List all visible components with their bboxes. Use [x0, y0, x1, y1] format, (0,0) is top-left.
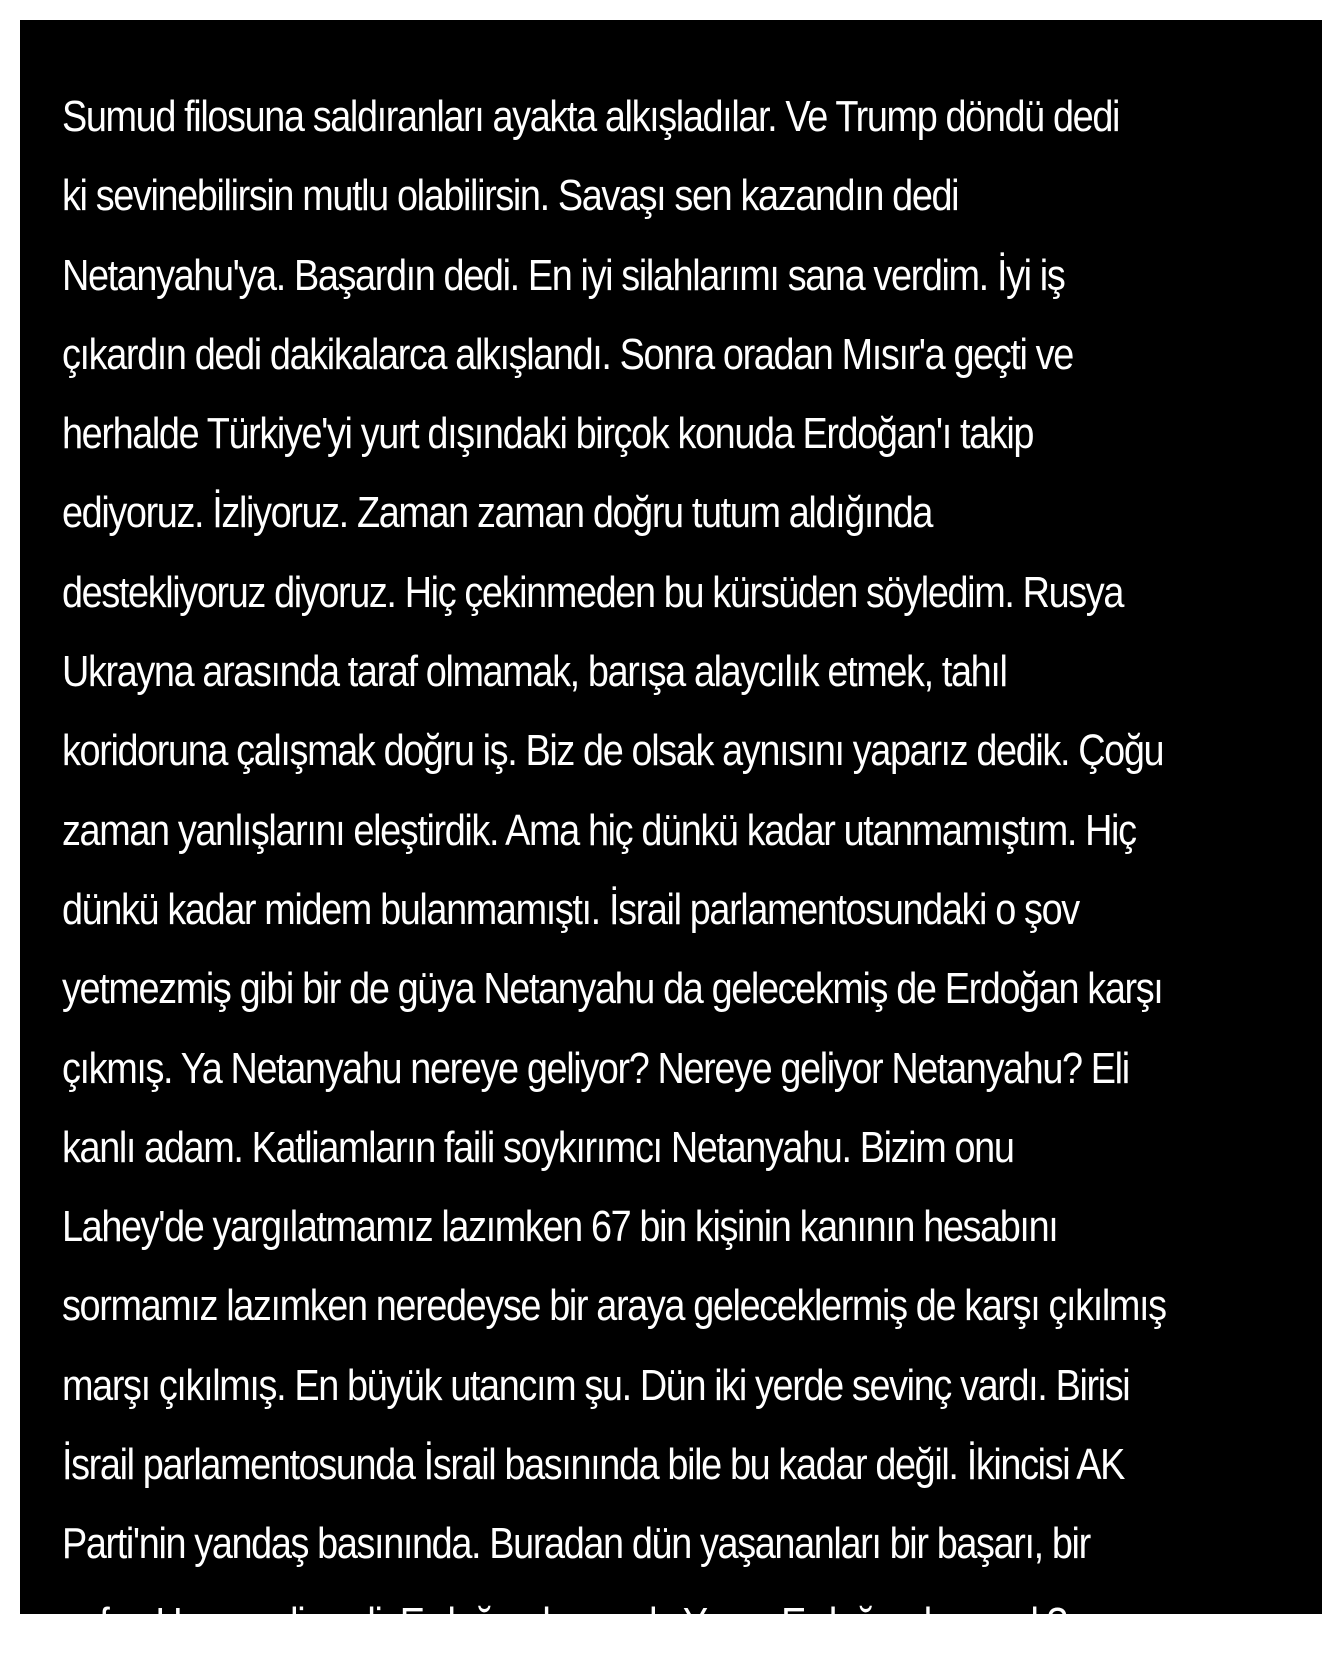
text-line-19: Parti'nin yandaş basınında. Buradan dün yaşananları bir başarı, bir [62, 1519, 1090, 1569]
text-line-3: Netanyahu'ya. Başardın dedi. En iyi silahlarımı sana verdim. İyi iş [62, 250, 1065, 300]
text-line-10: zaman yanlışlarını eleştirdik. Ama hiç dünkü kadar utanmamıştım. Hiç [62, 805, 1136, 855]
text-line-17: marşı çıkılmış. En büyük utancım şu. Dün iki yerde sevinç vardı. Birisi [62, 1360, 1130, 1410]
text-line-13: çıkmış. Ya Netanyahu nereye geliyor? Nereye geliyor Netanyahu? Eli [62, 1043, 1129, 1093]
black-text-panel [20, 20, 1322, 1648]
text-line-18: İsrail parlamentosunda İsrail basınında bile bu kadar değil. İkincisi AK [62, 1440, 1125, 1490]
text-line-8: Ukrayna arasında taraf olmamak, barışa alaycılık etmek, tahıl [62, 647, 1007, 697]
text-line-5: herhalde Türkiye'yi yurt dışındaki birçok konuda Erdoğan'ı takip [62, 409, 1034, 459]
text-line-14: kanlı adam. Katliamların faili soykırımcı Netanyahu. Bizim onu [62, 1122, 1014, 1172]
text-line-7: destekliyoruz diyoruz. Hiç çekinmeden bu kürsüden söyledim. Rusya [62, 567, 1124, 617]
text-line-15: Lahey'de yargılatmamız lazımken 67 bin kişinin kanının hesabını [62, 1202, 1058, 1252]
text-line-11: dünkü kadar midem bulanmamıştı. İsrail parlamentosundaki o şov [62, 884, 1079, 934]
text-line-12: yetmezmiş gibi bir de güya Netanyahu da gelecekmiş de Erdoğan karşı [62, 964, 1163, 1014]
text-line-6: ediyoruz. İzliyoruz. Zaman zaman doğru tutum aldığında [62, 488, 933, 538]
text-line-2: ki sevinebilirsin mutlu olabilirsin. Savaşı sen kazandın dedi [62, 171, 959, 221]
text-line-4: çıkardın dedi dakikalarca alkışlandı. Sonra oradan Mısır'a geçti ve [62, 329, 1073, 379]
text-line-1: Sumud filosuna saldıranları ayakta alkışladılar. Ve Trump döndü dedi [62, 92, 1120, 141]
quote-text-block [62, 77, 1302, 1663]
text-line-9: koridoruna çalışmak doğru iş. Biz de olsak aynısını yaparız dedik. Çoğu [62, 726, 1164, 776]
text-line-16: sormamız lazımken neredeyse bir araya geleceklermiş de karşı çıkılmış [62, 1281, 1166, 1331]
text-line-20: zafer, Hamas direndi, Erdoğan kazandı. Ya ne Erdoğan kazandı? [62, 1598, 1067, 1648]
